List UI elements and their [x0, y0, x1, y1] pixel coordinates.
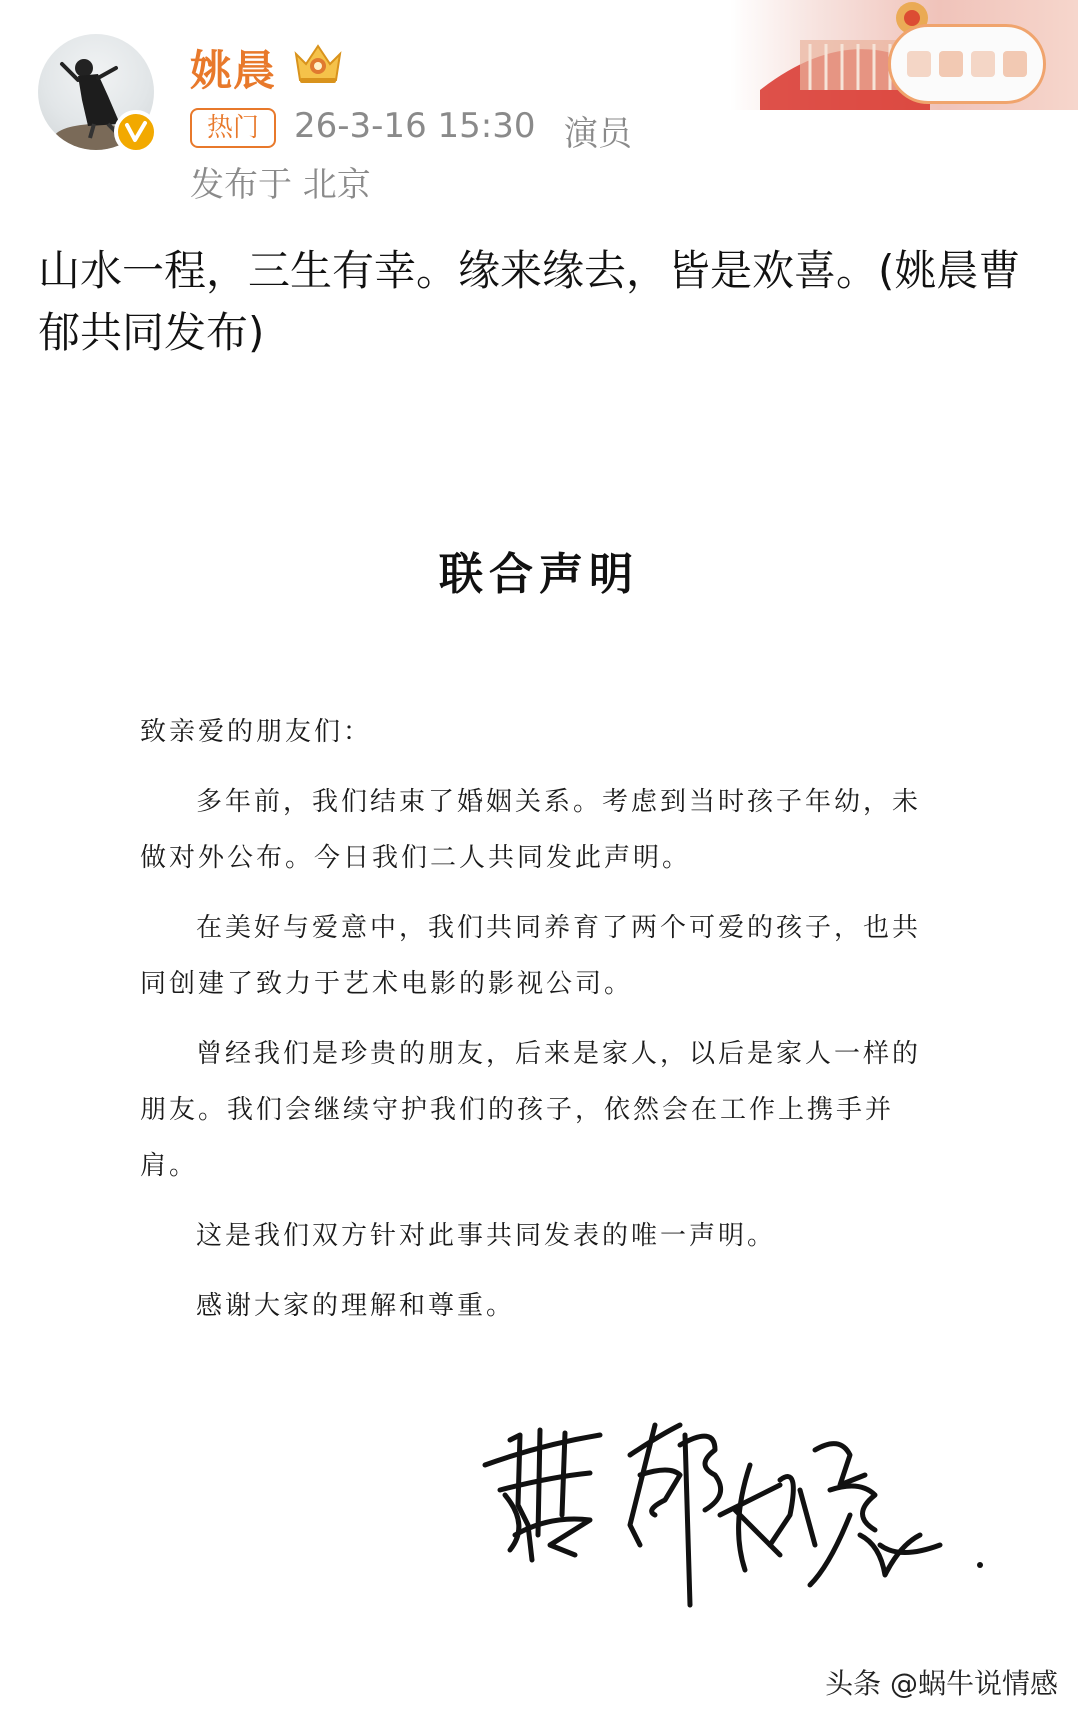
statement-salutation: 致亲爱的朋友们：	[140, 717, 373, 747]
source-watermark: 头条 @蜗牛说情感	[825, 1667, 1058, 1700]
statement-paragraph: 在美好与爱意中，我们共同养育了两个可爱的孩子，也共同创建了致力于艺术电影的影视公司。	[140, 913, 922, 999]
hot-tag[interactable]: 热门	[190, 108, 276, 148]
statement-paragraph: 多年前，我们结束了婚姻关系。考虑到当时孩子年幼，未做对外公布。今日我们二人共同发此声明。	[140, 787, 922, 873]
statement-paragraph: 这是我们双方针对此事共同发表的唯一声明。	[196, 1221, 777, 1251]
user-name[interactable]: 姚晨	[190, 46, 277, 95]
follow-button[interactable]	[888, 24, 1046, 104]
verified-v-icon	[114, 110, 158, 154]
crown-badge-icon[interactable]	[290, 40, 346, 86]
statement-paragraph: 曾经我们是珍贵的朋友，后来是家人，以后是家人一样的朋友。我们会继续守护我们的孩子，依然会在工作上携手并肩。	[140, 1039, 922, 1181]
statement-paragraph: 感谢大家的理解和尊重。	[196, 1291, 516, 1321]
blurred-label-block	[971, 51, 995, 77]
blurred-label-block	[939, 51, 963, 77]
post-text: 山水一程，三生有幸。缘来缘去，皆是欢喜。(姚晨曹郁共同发布)	[38, 246, 1021, 357]
handwritten-signature	[480, 1395, 1000, 1625]
post-time: 26-3-16 15:30	[294, 106, 536, 146]
user-role: 演员	[564, 114, 632, 154]
blurred-label-block	[1003, 51, 1027, 77]
blurred-label-block	[907, 51, 931, 77]
statement-body	[140, 704, 940, 1348]
statement-title: 联合声明	[439, 549, 639, 600]
post-location: 发布于 北京	[190, 165, 371, 205]
